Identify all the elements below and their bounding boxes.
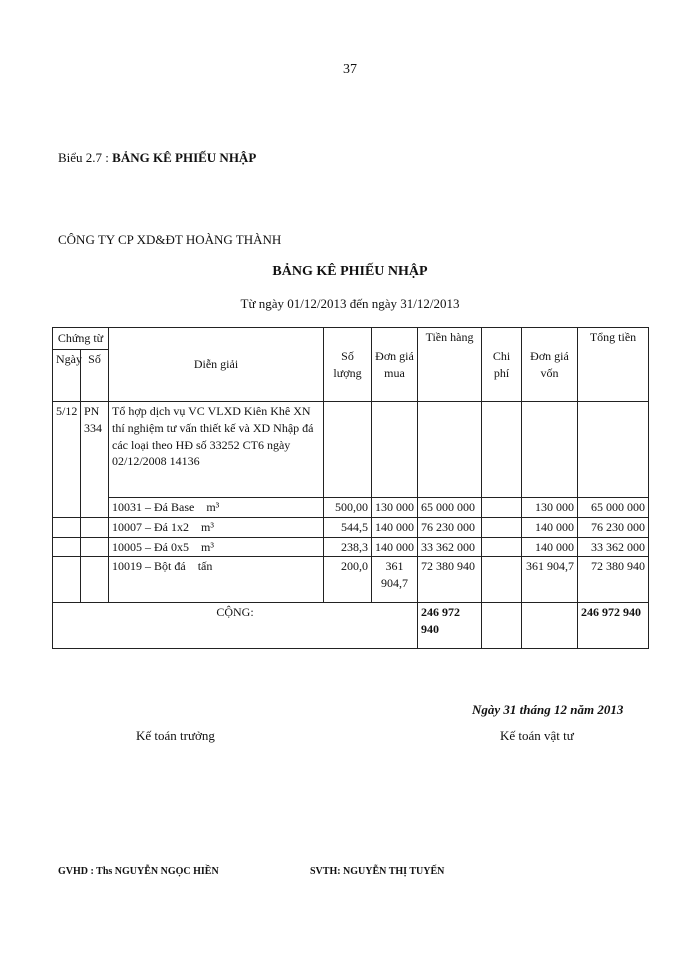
item-name: 10007 – Đá 1x2 m³ xyxy=(109,517,324,537)
document-period: Từ ngày 01/12/2013 đến ngày 31/12/2013 xyxy=(240,296,460,311)
header-cost-price: Đơn giá vốn xyxy=(522,328,578,402)
item-cost-price: 361 904,7 xyxy=(522,557,578,603)
item-cost-price: 130 000 xyxy=(522,498,578,518)
header-date: Ngày xyxy=(53,350,81,402)
voucher-date: 5/12 xyxy=(53,402,81,498)
page-number: 37 xyxy=(343,62,357,77)
item-quantity: 200,0 xyxy=(324,557,372,603)
item-expense xyxy=(482,517,522,537)
item-goods-amount: 76 230 000 xyxy=(418,517,482,537)
total-label: CỘNG: xyxy=(53,603,418,649)
figure-caption-prefix: Biểu 2.7 : xyxy=(58,150,113,165)
table-row xyxy=(53,537,649,557)
item-total: 33 362 000 xyxy=(578,537,649,557)
header-total: Tổng tiền xyxy=(578,328,649,402)
item-expense xyxy=(482,498,522,518)
table-row-voucher xyxy=(53,402,649,498)
item-total: 76 230 000 xyxy=(578,517,649,537)
table-row xyxy=(53,557,649,603)
table-row xyxy=(53,517,649,537)
item-cost-price: 140 000 xyxy=(522,537,578,557)
footer-student: SVTH: NGUYỄN THỊ TUYẾN xyxy=(310,866,445,877)
header-expense: Chi phí xyxy=(482,328,522,402)
figure-caption xyxy=(58,150,256,166)
item-expense xyxy=(482,537,522,557)
footer-supervisor: GVHD : Ths NGUYỄN NGỌC HIỀN xyxy=(58,866,219,877)
item-purchase-price: 140 000 xyxy=(372,517,418,537)
table-row xyxy=(53,498,649,518)
item-goods-amount: 33 362 000 xyxy=(418,537,482,557)
item-unit: m³ xyxy=(206,500,220,514)
total-total: 246 972 940 xyxy=(578,603,649,649)
item-cost-price: 140 000 xyxy=(522,517,578,537)
item-unit: tấn xyxy=(197,559,213,574)
item-name: 10005 – Đá 0x5 m³ xyxy=(109,537,324,557)
item-quantity: 500,00 xyxy=(324,498,372,518)
item-purchase-price: 361 904,7 xyxy=(372,557,418,603)
item-unit: m³ xyxy=(201,519,214,534)
voucher-description: Tổ hợp dịch vụ VC VLXD Kiên Khê XN thí nghiệm tư vấn thiết kế và XD Nhập đá các loại theo HĐ số 33252 CT6 ngày 02/12/2008 14136 xyxy=(109,402,324,498)
company-name: CÔNG TY CP XD&ĐT HOÀNG THÀNH xyxy=(58,232,282,247)
item-quantity: 544,5 xyxy=(324,517,372,537)
figure-caption-title: BẢNG KÊ PHIẾU NHẬP xyxy=(112,150,257,165)
item-total: 72 380 940 xyxy=(578,557,649,603)
item-quantity: 238,3 xyxy=(324,537,372,557)
total-goods-amount: 246 972 940 xyxy=(418,603,482,649)
header-voucher-group: Chứng từ xyxy=(53,328,109,350)
header-quantity: Số lượng xyxy=(324,328,372,402)
item-purchase-price: 140 000 xyxy=(372,537,418,557)
header-goods-amount: Tiền hàng xyxy=(418,328,482,402)
item-name: 10019 – Bột đá tấn xyxy=(109,557,324,603)
material-accountant-label: Kế toán vật tư xyxy=(500,728,574,743)
header-purchase-price: Đơn giá mua xyxy=(372,328,418,402)
header-description: Diễn giải xyxy=(109,328,324,402)
voucher-number: PN 334 xyxy=(81,402,109,498)
item-purchase-price: 130 000 xyxy=(372,498,418,518)
item-goods-amount: 65 000 000 xyxy=(418,498,482,518)
item-total: 65 000 000 xyxy=(578,498,649,518)
signature-date: Ngày 31 tháng 12 năm 2013 xyxy=(472,702,624,717)
document-title: BẢNG KÊ PHIẾU NHẬP xyxy=(272,264,428,279)
receipt-list-table xyxy=(52,327,649,649)
table-row-total xyxy=(53,603,649,649)
item-name: 10031 – Đá Base m³ xyxy=(109,498,324,518)
header-number: Số xyxy=(81,350,109,402)
item-expense xyxy=(482,557,522,603)
item-unit: m³ xyxy=(201,539,214,554)
item-goods-amount: 72 380 940 xyxy=(418,557,482,603)
chief-accountant-label: Kế toán trưởng xyxy=(136,728,215,743)
